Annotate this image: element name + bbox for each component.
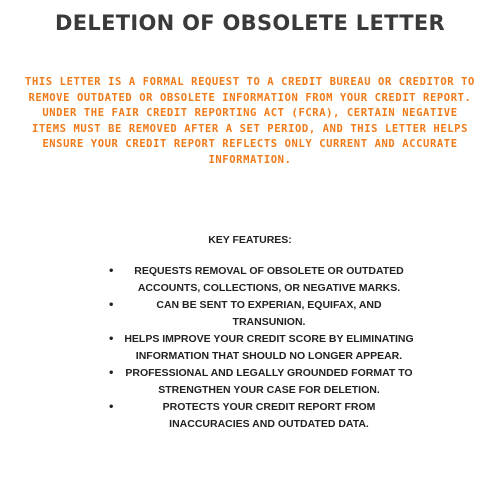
bullet-icon: •: [108, 300, 115, 311]
feature-item: [104, 263, 414, 297]
bullet-icon: •: [108, 368, 115, 379]
bullet-icon: •: [108, 402, 115, 413]
key-features-list: [104, 263, 414, 433]
feature-item: [104, 297, 414, 331]
feature-text: HELPS IMPROVE YOUR CREDIT SCORE BY ELIMINATING INFORMATION THAT SHOULD NO LONGER APPEAR.: [124, 333, 414, 362]
key-features-heading: KEY FEATURES:: [208, 234, 292, 246]
feature-item: [104, 399, 414, 433]
feature-text: PROFESSIONAL AND LEGALLY GROUNDED FORMAT TO STRENGTHEN YOUR CASE FOR DELETION.: [125, 367, 413, 396]
feature-text: CAN BE SENT TO EXPERIAN, EQUIFAX, AND TRANSUNION.: [156, 299, 382, 328]
intro-paragraph: THIS LETTER IS A FORMAL REQUEST TO A CREDIT BUREAU OR CREDITOR TO REMOVE OUTDATED OR OBSOLETE INFORMATION FROM YOUR CREDIT REPORT. UNDER THE FAIR CREDIT REPORTING ACT (FCRA), CERTAIN NEGATIVE ITEMS MUST BE REMOVED AFTER A SET PERIOD, AND THIS LETTER HELPS ENSURE YOUR CREDIT REPORT REFLECTS ONLY CURRENT AND ACCURATE INFORMATION.: [25, 76, 475, 166]
feature-text: PROTECTS YOUR CREDIT REPORT FROM INACCURACIES AND OUTDATED DATA.: [162, 401, 376, 430]
document-title: DELETION OF OBSOLETE LETTER: [55, 11, 445, 35]
bullet-icon: •: [108, 334, 115, 345]
feature-text: REQUESTS REMOVAL OF OBSOLETE OR OUTDATED ACCOUNTS, COLLECTIONS, OR NEGATIVE MARKS.: [134, 265, 404, 294]
feature-item: [104, 365, 414, 399]
bullet-icon: •: [108, 266, 115, 277]
feature-item: [104, 331, 414, 365]
